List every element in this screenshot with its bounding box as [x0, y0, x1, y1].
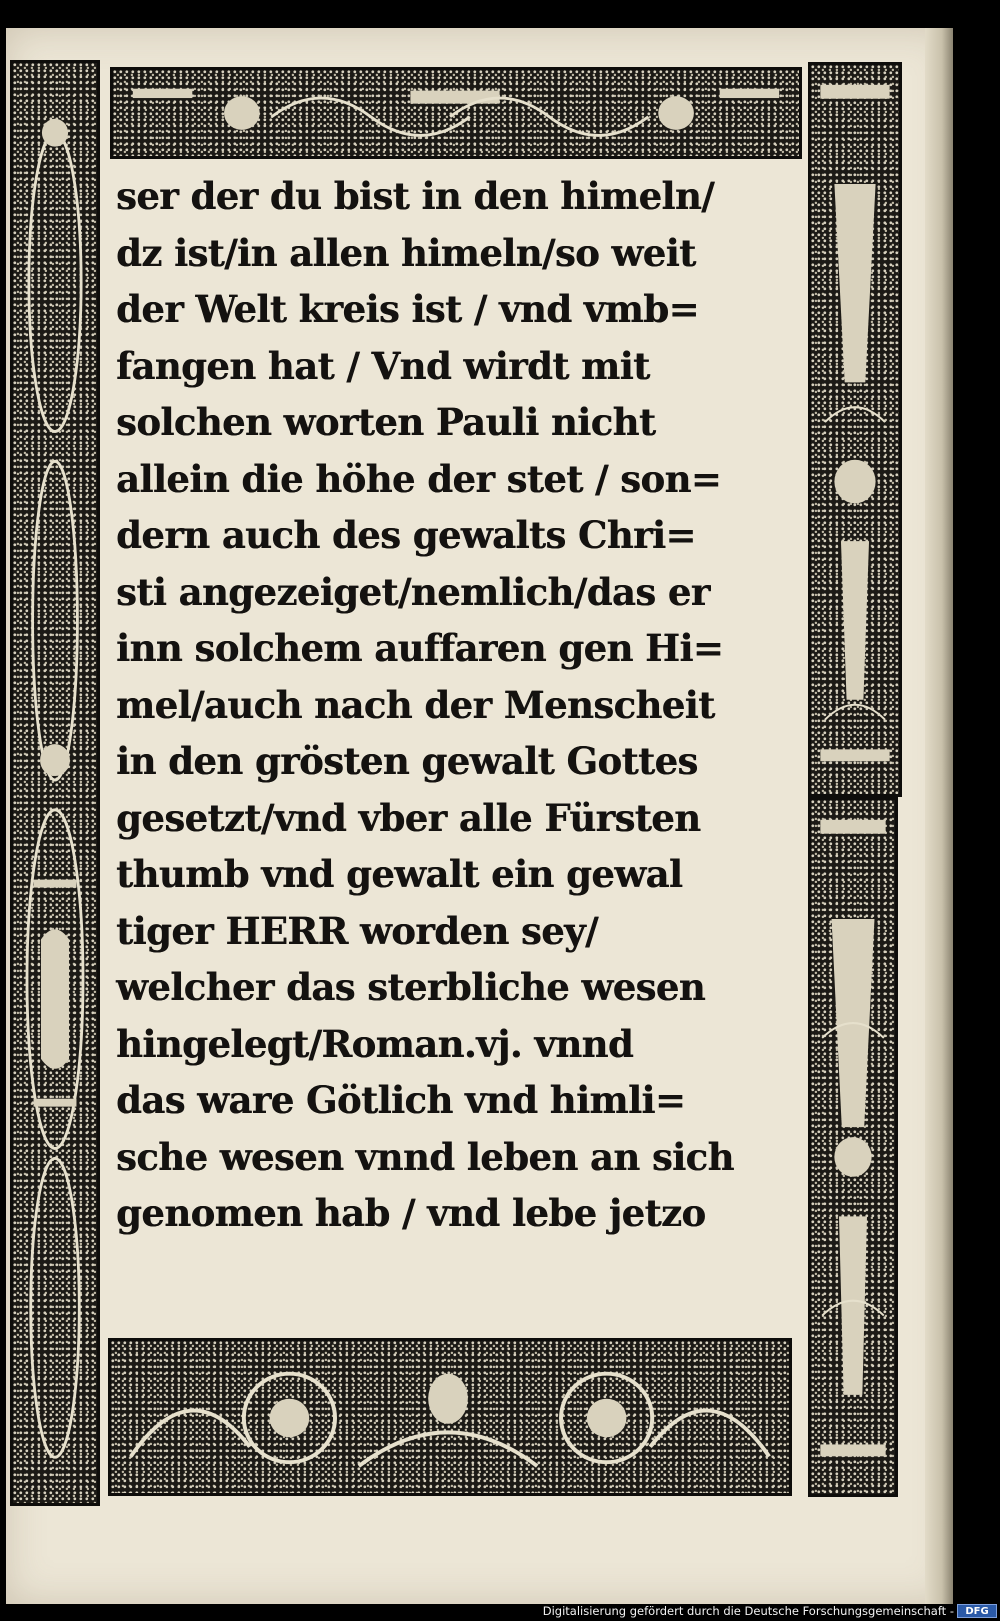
text-line-11: in den grösten gewalt Gottes [116, 739, 698, 783]
text-line-16: hingelegt/Roman.vj. vnnd [116, 1021, 634, 1066]
text-line-14: tiger HERR worden sey/ [116, 908, 598, 953]
text-line-1: ser der du bist in den himeln/ [116, 174, 715, 218]
text-line-6: allein die höhe der stet / son= [116, 456, 722, 501]
dfg-logo: DFG [957, 1604, 997, 1618]
right-ornamental-border-lower [808, 797, 898, 1497]
right-ornamental-border-upper [808, 62, 902, 797]
text-line-15: welcher das sterbliche wesen [116, 965, 706, 1009]
text-line-18: sche wesen vnnd leben an sich [116, 1134, 734, 1179]
left-ornamental-border [10, 60, 100, 1506]
text-line-17: das ware Götlich vnd himli= [116, 1078, 686, 1122]
text-line-12: gesetzt/vnd vber alle Fürsten [116, 795, 701, 840]
text-line-7: dern auch des gewalts Chri= [116, 513, 696, 557]
digitization-credit: Digitalisierung gefördert durch die Deutsche Forschungsgemeinschaft - [542, 1604, 954, 1618]
page-text [116, 168, 802, 1328]
text-line-19: genomen hab / vnd lebe jetzo [116, 1191, 706, 1235]
text-line-3: der Welt kreis ist / vnd vmb= [116, 287, 699, 331]
page-edge [925, 28, 953, 1604]
text-line-4: fangen hat / Vnd wirdt mit [116, 343, 650, 388]
text-line-2: dz ist/in allen himeln/so weit [116, 230, 696, 275]
text-line-5: solchen worten Pauli nicht [116, 400, 656, 444]
text-line-13: thumb vnd gewalt ein gewal [116, 852, 683, 896]
text-line-9: inn solchem auffaren gen Hi= [116, 626, 724, 670]
text-line-10: mel/auch nach der Menscheit [116, 682, 715, 727]
bottom-ornamental-border [108, 1338, 792, 1496]
top-ornamental-border [110, 67, 802, 159]
text-line-8: sti angezeiget/nemlich/das er [116, 569, 710, 614]
